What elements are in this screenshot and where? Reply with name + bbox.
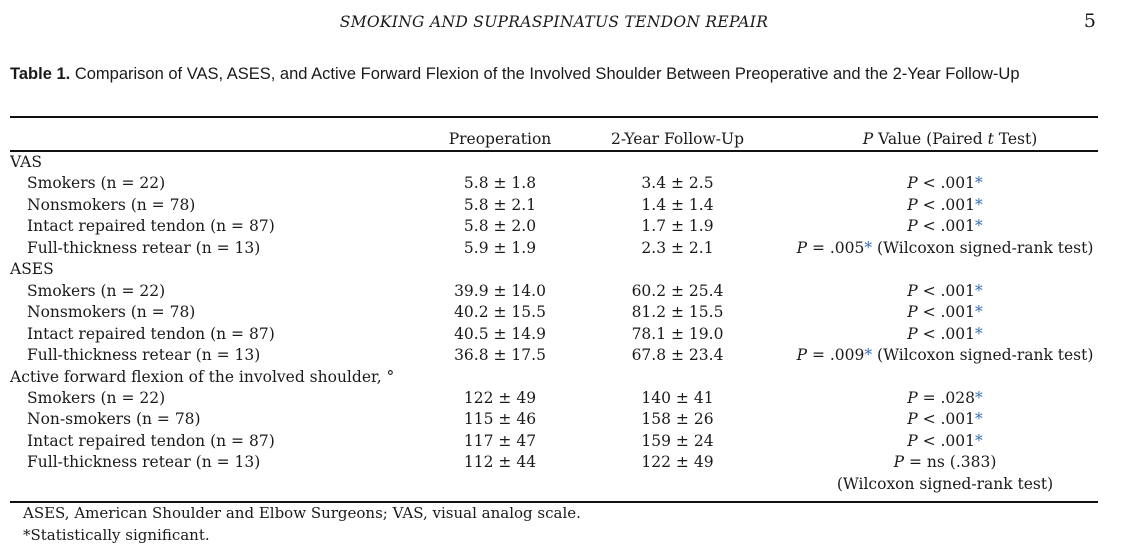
section-row xyxy=(0,153,1122,174)
page-number: 5 xyxy=(1083,10,1096,32)
p-value-note: (Wilcoxon signed-rank test) xyxy=(872,346,1094,365)
running-head xyxy=(0,10,1122,36)
cell-follow-up: 122 ± 49 xyxy=(641,453,714,472)
table-row xyxy=(0,303,1122,324)
table-footnotes xyxy=(23,503,581,546)
row-label: Non-smokers (n = 78) xyxy=(27,410,201,429)
cell-follow-up: 3.4 ± 2.5 xyxy=(641,174,714,193)
section-heading: ASES xyxy=(10,260,54,279)
running-title: SMOKING AND SUPRASPINATUS TENDON REPAIR xyxy=(339,13,769,31)
table-caption-label: Table 1. xyxy=(10,65,71,83)
significance-marker: * xyxy=(975,431,983,450)
table-row xyxy=(0,196,1122,217)
table-row xyxy=(0,410,1122,431)
row-label: Smokers (n = 22) xyxy=(27,388,166,407)
section-row xyxy=(0,260,1122,281)
footnote-abbreviations: ASES, American Shoulder and Elbow Surgeons; VAS, visual analog scale. xyxy=(23,504,581,522)
table-row xyxy=(0,174,1122,195)
row-label: Nonsmokers (n = 78) xyxy=(27,303,196,322)
cell-p-value: (Wilcoxon signed-rank test) xyxy=(836,474,1054,493)
cell-p-value: P = .009* (Wilcoxon signed-rank test) xyxy=(796,346,1094,365)
cell-preoperation: 39.9 ± 14.0 xyxy=(454,281,546,300)
cell-preoperation: 36.8 ± 17.5 xyxy=(454,346,546,365)
column-header-preoperation: Preoperation xyxy=(448,130,552,148)
cell-p-value: P < .001* xyxy=(907,217,983,236)
column-header-follow-up: 2-Year Follow-Up xyxy=(610,130,744,148)
cell-follow-up: 1.7 ± 1.9 xyxy=(641,217,714,236)
cell-follow-up: 1.4 ± 1.4 xyxy=(641,195,714,214)
section-heading: VAS xyxy=(10,153,42,171)
table-row xyxy=(0,453,1122,474)
row-label: Intact repaired tendon (n = 87) xyxy=(27,431,275,450)
cell-p-value: P < .001* xyxy=(907,410,983,429)
significance-marker: * xyxy=(975,324,983,343)
cell-preoperation: 5.8 ± 2.1 xyxy=(463,195,537,214)
significance-marker: * xyxy=(975,195,983,214)
cell-p-value: P < .001* xyxy=(907,431,983,450)
table-row xyxy=(0,346,1122,367)
cell-preoperation: 5.9 ± 1.9 xyxy=(463,238,537,257)
cell-follow-up: 67.8 ± 23.4 xyxy=(631,346,724,365)
significance-marker: * xyxy=(975,410,983,429)
row-label: Smokers (n = 22) xyxy=(27,174,166,193)
cell-p-value: P < .001* xyxy=(907,195,983,214)
cell-preoperation: 5.8 ± 2.0 xyxy=(463,217,537,236)
cell-p-value: P = ns (.383) xyxy=(893,453,997,472)
cell-p-value: P < .001* xyxy=(907,174,983,193)
table-row xyxy=(0,325,1122,346)
table-row xyxy=(0,389,1122,410)
cell-preoperation: 40.5 ± 14.9 xyxy=(454,324,546,343)
table-row xyxy=(0,282,1122,303)
cell-p-value: P < .001* xyxy=(907,303,983,322)
cell-preoperation: 115 ± 46 xyxy=(463,410,537,429)
table-row xyxy=(0,475,1122,496)
significance-marker: * xyxy=(975,217,983,236)
footnote-significance: *Statistically significant. xyxy=(23,525,210,544)
cell-follow-up: 140 ± 41 xyxy=(641,388,714,407)
table-row xyxy=(0,239,1122,260)
section-row xyxy=(0,368,1122,389)
significance-marker: * xyxy=(975,388,983,407)
table-row xyxy=(0,432,1122,453)
cell-follow-up: 60.2 ± 25.4 xyxy=(631,281,724,300)
cell-p-value: P = .028* xyxy=(907,388,983,407)
cell-preoperation: 5.8 ± 1.8 xyxy=(463,174,537,193)
table-caption xyxy=(10,63,1105,86)
cell-follow-up: 78.1 ± 19.0 xyxy=(631,324,724,343)
cell-preoperation: 40.2 ± 15.5 xyxy=(454,303,546,322)
row-label: Full-thickness retear (n = 13) xyxy=(27,238,261,257)
cell-preoperation: 112 ± 44 xyxy=(463,453,537,472)
cell-follow-up: 81.2 ± 15.5 xyxy=(631,303,724,322)
row-label: Full-thickness retear (n = 13) xyxy=(27,453,261,472)
cell-p-value: P = .005* (Wilcoxon signed-rank test) xyxy=(796,238,1094,257)
table-header-rule xyxy=(10,150,1098,152)
cell-p-value: P < .001* xyxy=(907,281,983,300)
cell-follow-up: 158 ± 26 xyxy=(641,410,714,429)
column-header-p-value: P Value (Paired t Test) xyxy=(862,130,1038,148)
section-heading: Active forward flexion of the involved shoulder, ° xyxy=(10,367,395,386)
cell-follow-up: 159 ± 24 xyxy=(641,431,714,450)
row-label: Nonsmokers (n = 78) xyxy=(27,195,196,214)
cell-follow-up: 2.3 ± 2.1 xyxy=(641,238,714,257)
p-value-note: (Wilcoxon signed-rank test) xyxy=(872,238,1094,257)
row-label: Intact repaired tendon (n = 87) xyxy=(27,324,275,343)
cell-preoperation: 122 ± 49 xyxy=(463,388,537,407)
significance-marker: * xyxy=(975,281,983,300)
row-label: Smokers (n = 22) xyxy=(27,281,166,300)
table-top-rule xyxy=(10,116,1098,118)
significance-marker: * xyxy=(975,174,983,193)
cell-p-value: P < .001* xyxy=(907,324,983,343)
significance-marker: * xyxy=(864,346,873,365)
cell-preoperation: 117 ± 47 xyxy=(463,431,537,450)
table-caption-text: Comparison of VAS, ASES, and Active Forward Flexion of the Involved Shoulder Between Preoperative and the 2-Year Follow-Up xyxy=(74,65,1020,83)
row-label: Full-thickness retear (n = 13) xyxy=(27,346,261,365)
row-label: Intact repaired tendon (n = 87) xyxy=(27,217,275,236)
significance-marker: * xyxy=(864,238,873,257)
significance-marker: * xyxy=(975,303,983,322)
table-row xyxy=(0,217,1122,238)
